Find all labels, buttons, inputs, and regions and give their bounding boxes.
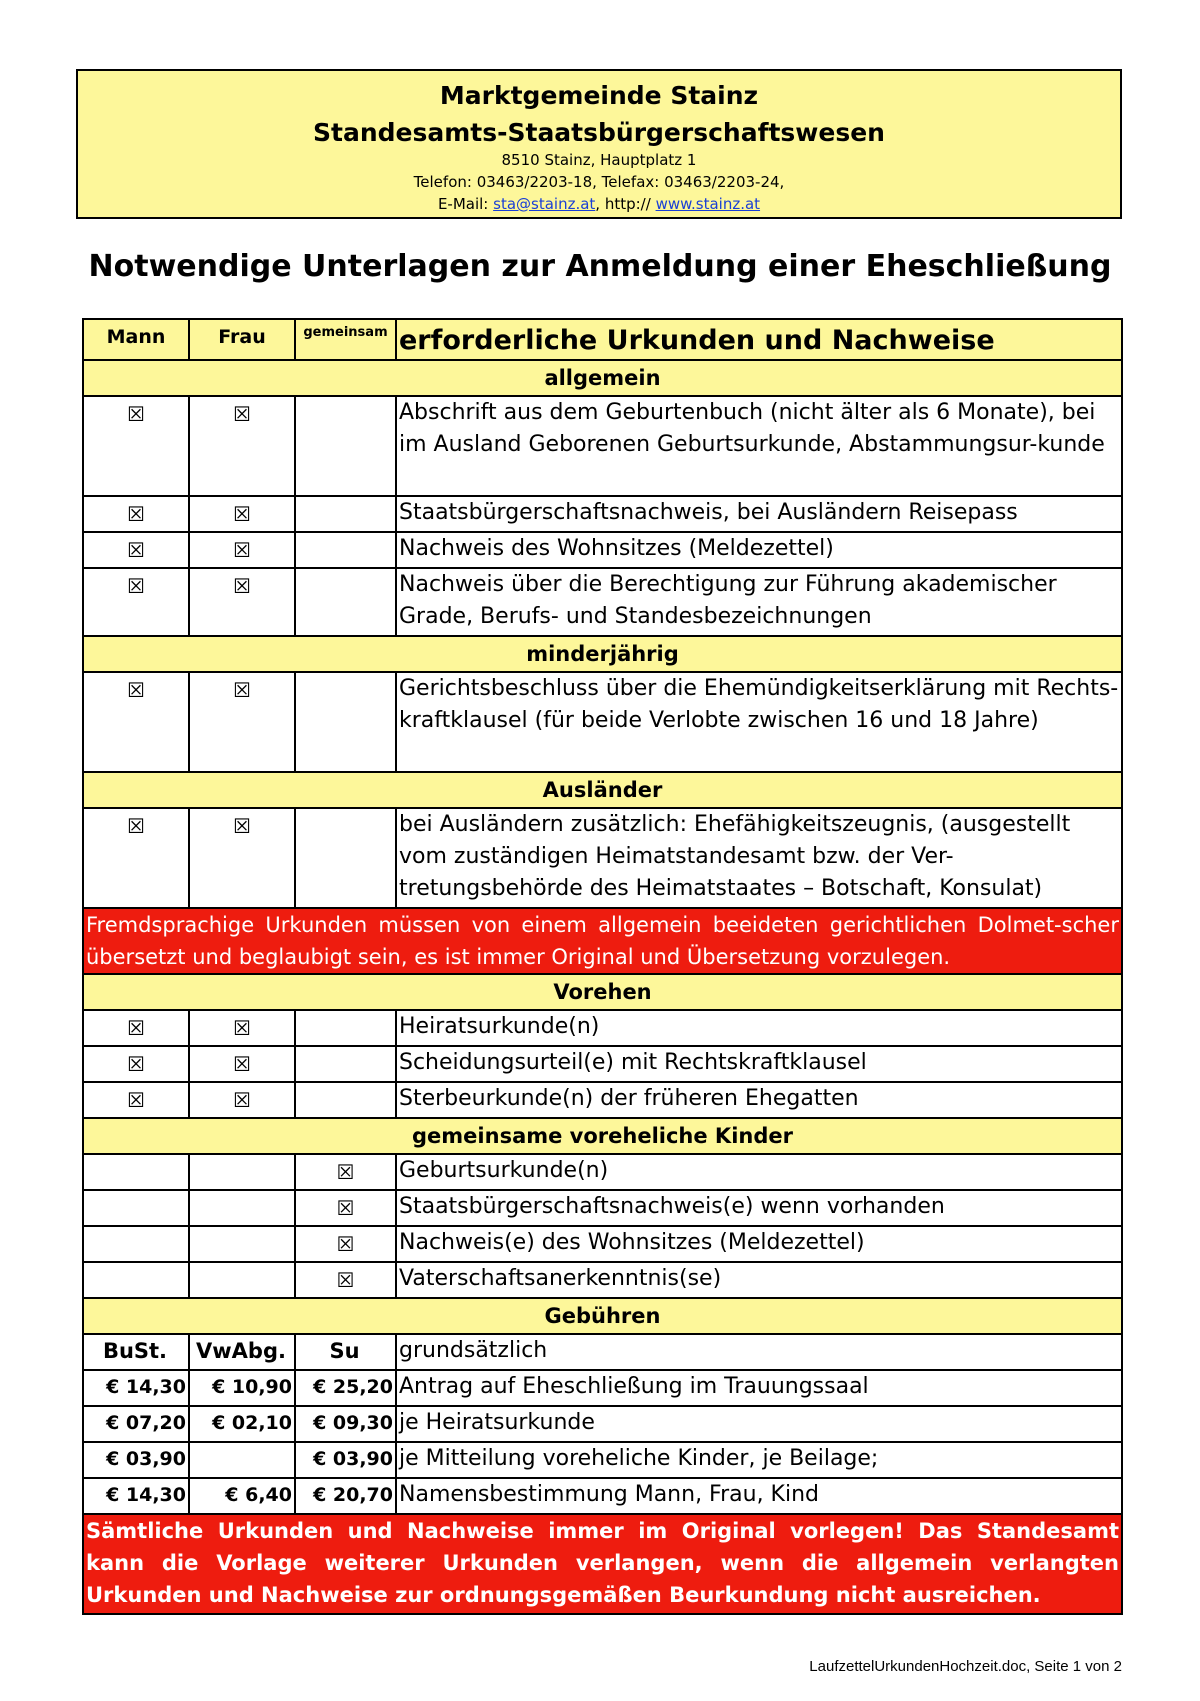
checkbox-icon: ☒: [189, 1082, 295, 1118]
contact-line: [78, 193, 1120, 215]
checkbox-icon: ☒: [83, 532, 189, 568]
checkbox-icon: ☒: [189, 568, 295, 636]
section-minderjaehrig: minderjährig: [83, 636, 1122, 672]
table-row: [83, 1190, 1122, 1226]
table-row: [83, 808, 1122, 908]
email-label: E-Mail:: [437, 195, 494, 213]
header-box: [76, 69, 1122, 219]
checkbox-icon: ☒: [83, 672, 189, 772]
org-name: Marktgemeinde Stainz: [439, 81, 759, 110]
fee-su: € 03,90: [295, 1442, 396, 1478]
checkbox-icon: ☒: [83, 1046, 189, 1082]
fee-su: € 25,20: [295, 1370, 396, 1406]
fee-su: € 20,70: [295, 1478, 396, 1514]
table-row: [83, 396, 1122, 496]
table-row: [83, 532, 1122, 568]
requirement-text: Nachweis(e) des Wohnsitzes (Meldezettel): [396, 1226, 1122, 1262]
checkbox-icon: ☒: [83, 396, 189, 496]
fee-vwabg: € 10,90: [189, 1370, 295, 1406]
section-kinder: gemeinsame voreheliche Kinder: [83, 1118, 1122, 1154]
document-title: Notwendige Unterlagen zur Anmeldung einer Eheschließung: [88, 249, 1112, 284]
checkbox-icon: ☒: [295, 1190, 396, 1226]
checkbox-icon: ☒: [83, 1082, 189, 1118]
fee-vwabg: [189, 1442, 295, 1478]
fee-col-bust: BuSt.: [83, 1334, 189, 1370]
col-frau: Frau: [189, 319, 295, 360]
address: 8510 Stainz, Hauptplatz 1: [501, 151, 697, 169]
column-header-row: [83, 319, 1122, 360]
section-vorehen: Vorehen: [83, 974, 1122, 1010]
phone-fax: Telefon: 03463/2203-18, Telefax: 03463/2203-24,: [413, 173, 785, 191]
checkbox-icon: ☒: [295, 1262, 396, 1298]
checkbox-icon: ☒: [189, 672, 295, 772]
checkbox-icon: ☒: [189, 532, 295, 568]
table-row: [83, 1010, 1122, 1046]
fee-bust: € 03,90: [83, 1442, 189, 1478]
checkbox-icon: ☒: [83, 1010, 189, 1046]
department-name: Standesamts-Staatsbürgerschaftswesen: [313, 118, 885, 147]
section-auslaender: Ausländer: [83, 772, 1122, 808]
requirement-text: Scheidungsurteil(e) mit Rechtskraftklausel: [396, 1046, 1122, 1082]
checkbox-icon: ☒: [295, 1154, 396, 1190]
fee-col-su: Su: [295, 1334, 396, 1370]
fee-col-vwabg: VwAbg.: [189, 1334, 295, 1370]
fee-label: Antrag auf Eheschließung im Trauungssaal: [396, 1370, 1122, 1406]
requirement-text: Staatsbürgerschaftsnachweis(e) wenn vorhanden: [396, 1190, 1122, 1226]
checkbox-icon: ☒: [83, 568, 189, 636]
checkbox-icon: ☒: [83, 808, 189, 908]
table-row: [83, 1262, 1122, 1298]
web-link[interactable]: www.stainz.at: [655, 195, 761, 213]
requirement-text: Nachweis des Wohnsitzes (Meldezettel): [396, 532, 1122, 568]
col-mann: Mann: [83, 319, 189, 360]
page-footer: LaufzettelUrkundenHochzeit.doc, Seite 1 von 2: [809, 1658, 1122, 1675]
col-main: erforderliche Urkunden und Nachweise: [396, 319, 1122, 360]
table-row: [83, 672, 1122, 772]
translation-warning: Fremdsprachige Urkunden müssen von einem allgemein beeideten gerichtlichen Dolmet-scher übersetzt und beglaubigt sein, es ist immer Original und Übersetzung vorzulegen.: [83, 908, 1122, 974]
web-label: , http://: [595, 195, 656, 213]
fee-row: [83, 1406, 1122, 1442]
fee-su: € 09,30: [295, 1406, 396, 1442]
table-row: [83, 1226, 1122, 1262]
checkbox-icon: ☒: [189, 808, 295, 908]
email-link[interactable]: sta@stainz.at: [493, 195, 596, 213]
fee-label: je Mitteilung voreheliche Kinder, je Beilage;: [396, 1442, 1122, 1478]
requirement-text: Nachweis über die Berechtigung zur Führung akademischer Grade, Berufs- und Standesbezeichnungen: [396, 568, 1122, 636]
fee-bust: € 14,30: [83, 1478, 189, 1514]
fee-row: [83, 1370, 1122, 1406]
table-row: [83, 1082, 1122, 1118]
requirement-text: Gerichtsbeschluss über die Ehemündigkeitserklärung mit Rechts-kraftklausel (für beide Verlobte zwischen 16 und 18 Jahre): [396, 672, 1122, 772]
requirement-text: Heiratsurkunde(n): [396, 1010, 1122, 1046]
fee-bust: € 07,20: [83, 1406, 189, 1442]
requirement-text: Geburtsurkunde(n): [396, 1154, 1122, 1190]
fee-header-row: [83, 1334, 1122, 1370]
checkbox-icon: ☒: [189, 396, 295, 496]
table-row: [83, 1154, 1122, 1190]
checkbox-icon: ☒: [189, 1010, 295, 1046]
fee-vwabg: € 02,10: [189, 1406, 295, 1442]
fee-vwabg: € 6,40: [189, 1478, 295, 1514]
checkbox-icon: ☒: [295, 1226, 396, 1262]
table-row: [83, 568, 1122, 636]
fee-bust: € 14,30: [83, 1370, 189, 1406]
col-gemeinsam: gemeinsam: [295, 319, 396, 360]
section-gebuehren: Gebühren: [83, 1298, 1122, 1334]
checkbox-icon: ☒: [189, 496, 295, 532]
final-warning: Sämtliche Urkunden und Nachweise immer im Original vorlegen! Das Standesamt kann die Vorlage weiterer Urkunden verlangen, wenn die allgemein verlangten Urkunden und Nachweise zur ordnungsgemäßen Beurkundung nicht ausreichen.: [83, 1514, 1122, 1614]
table-row: [83, 1046, 1122, 1082]
fee-row: [83, 1478, 1122, 1514]
section-allgemein: allgemein: [83, 360, 1122, 396]
requirement-text: Staatsbürgerschaftsnachweis, bei Ausländern Reisepass: [396, 496, 1122, 532]
requirement-text: Abschrift aus dem Geburtenbuch (nicht älter als 6 Monate), bei im Ausland Geborenen Geburtsurkunde, Abstammungsur-kunde: [396, 396, 1122, 496]
fee-row: [83, 1442, 1122, 1478]
requirements-table: [82, 318, 1123, 1615]
requirement-text: Sterbeurkunde(n) der früheren Ehegatten: [396, 1082, 1122, 1118]
requirement-text: Vaterschaftsanerkenntnis(se): [396, 1262, 1122, 1298]
requirement-text: bei Ausländern zusätzlich: Ehefähigkeitszeugnis, (ausgestellt vom zuständigen Heimatstandesamt bzw. der Ver-tretungsbehörde des Heimatstaates – Botschaft, Konsulat): [396, 808, 1122, 908]
fee-label: je Heiratsurkunde: [396, 1406, 1122, 1442]
table-row: [83, 496, 1122, 532]
checkbox-icon: ☒: [189, 1046, 295, 1082]
fee-col-label: grundsätzlich: [396, 1334, 1122, 1370]
fee-label: Namensbestimmung Mann, Frau, Kind: [396, 1478, 1122, 1514]
checkbox-icon: ☒: [83, 496, 189, 532]
